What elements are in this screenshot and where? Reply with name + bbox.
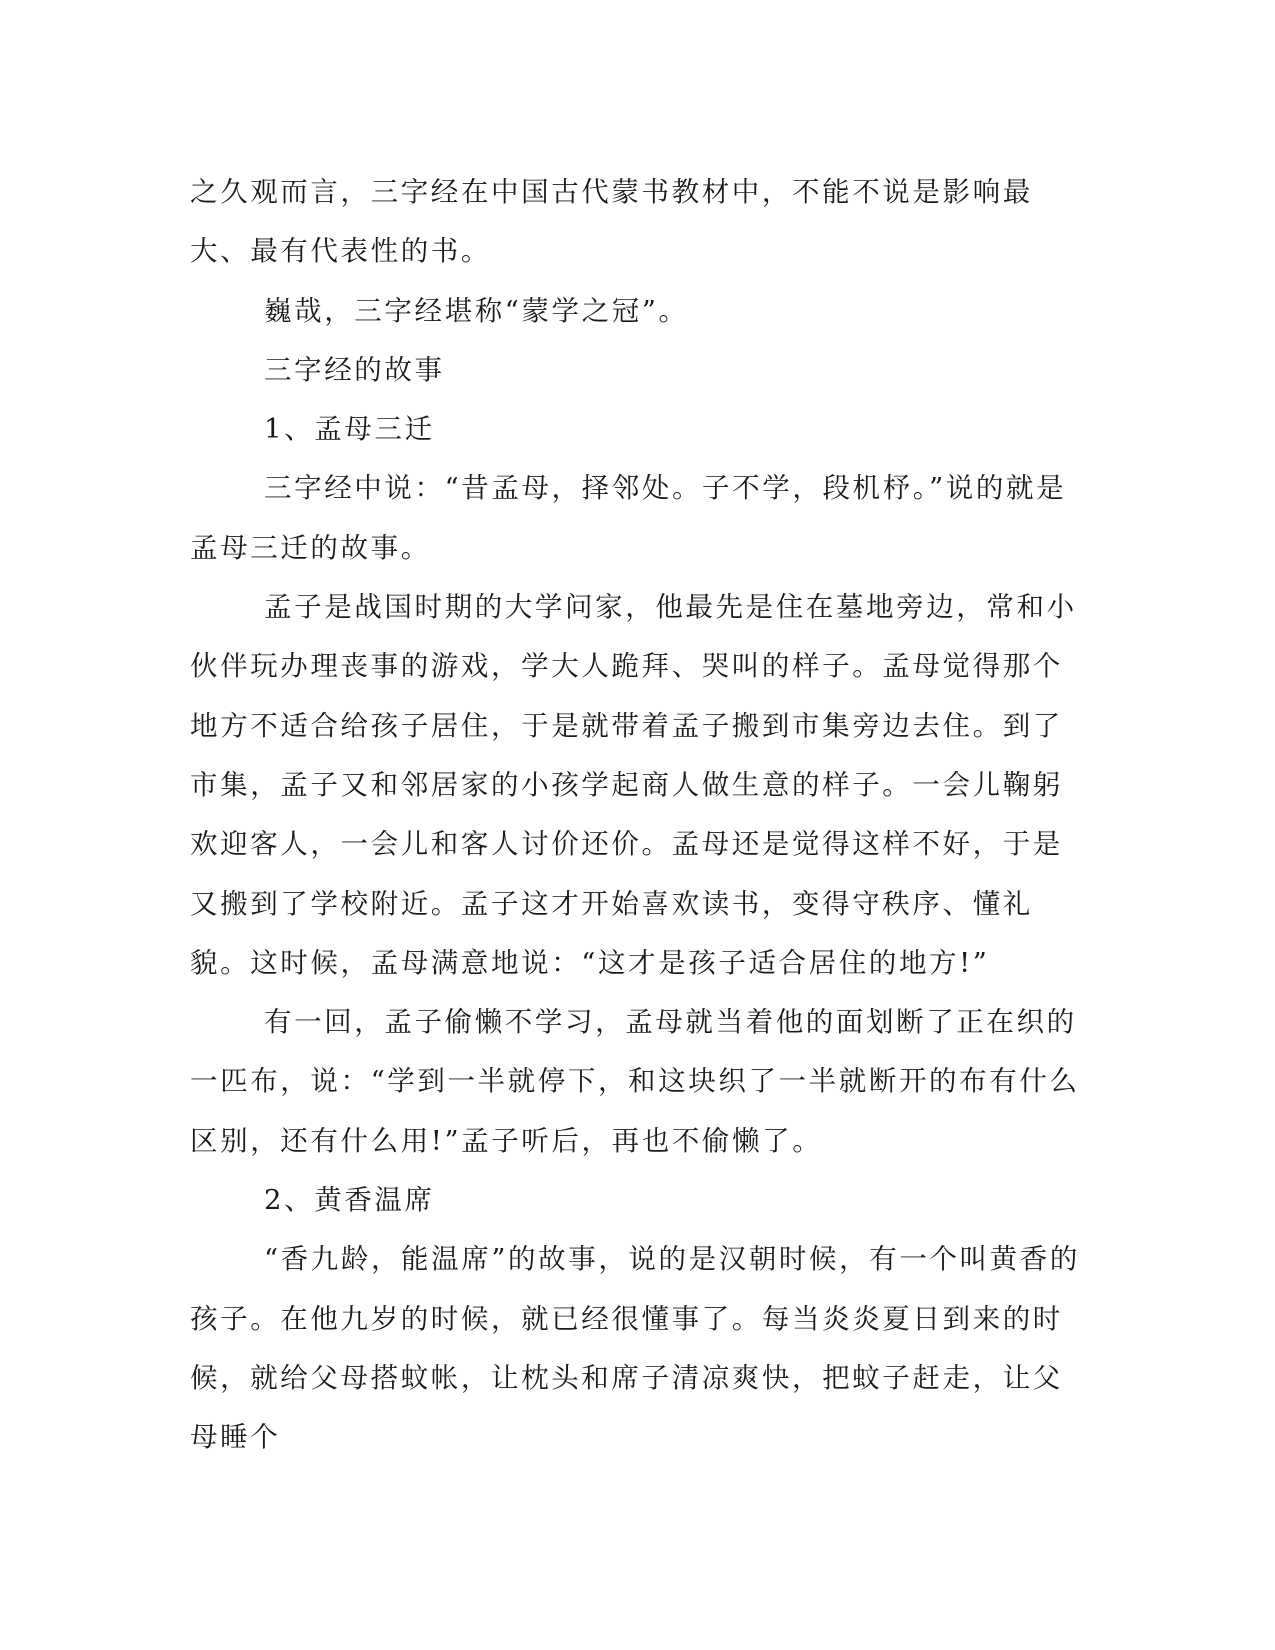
story-heading-2: 2、黄香温席: [264, 1184, 435, 1217]
paragraph-quote-1: 三字经中说：“昔孟母，择邻处。子不学，段机杼。”说的就是孟母三迁的故事。: [190, 472, 1067, 564]
paragraph-story-2: “香九龄，能温席”的故事，说的是汉朝时候，有一个叫黄香的孩子。在他九岁的时候，就已经很懂事了。每当炎炎夏日到来的时候，就给父母搭蚊帐，让枕头和席子清凉爽快，把蚊子赶走，让父母睡个: [190, 1243, 1080, 1454]
paragraph-story-1-end: 有一回，孟子偷懒不学习，孟母就当着他的面划断了正在织的一匹布，说：“学到一半就停下，和这块织了一半就断开的布有什么区别，还有什么用!”孟子听后，再也不偷懒了。: [190, 1006, 1080, 1157]
story-heading-1: 1、孟母三迁: [264, 413, 435, 446]
document-body: [190, 163, 1080, 1468]
paragraph-praise: 巍哉，三字经堪称“蒙学之冠”。: [264, 294, 689, 327]
section-heading: 三字经的故事: [264, 353, 445, 386]
paragraph-story-1: 孟子是战国时期的大学问家，他最先是住在墓地旁边，常和小伙伴玩办理丧事的游戏，学大人跪拜、哭叫的样子。孟母觉得那个地方不适合给孩子居住，于是就带着孟子搬到市集旁边去住。到了市集，孟子又和邻居家的小孩学起商人做生意的样子。一会儿鞠躬欢迎客人，一会儿和客人讨价还价。孟母还是觉得这样不好，于是又搬到了学校附近。孟子这才开始喜欢读书，变得守秩序、懂礼貌。这时候，孟母满意地说：“这才是孩子适合居住的地方!”: [190, 591, 1077, 979]
paragraph-continuation: 之久观而言，三字经在中国古代蒙书教材中，不能不说是影响最大、最有代表性的书。: [190, 176, 1033, 268]
